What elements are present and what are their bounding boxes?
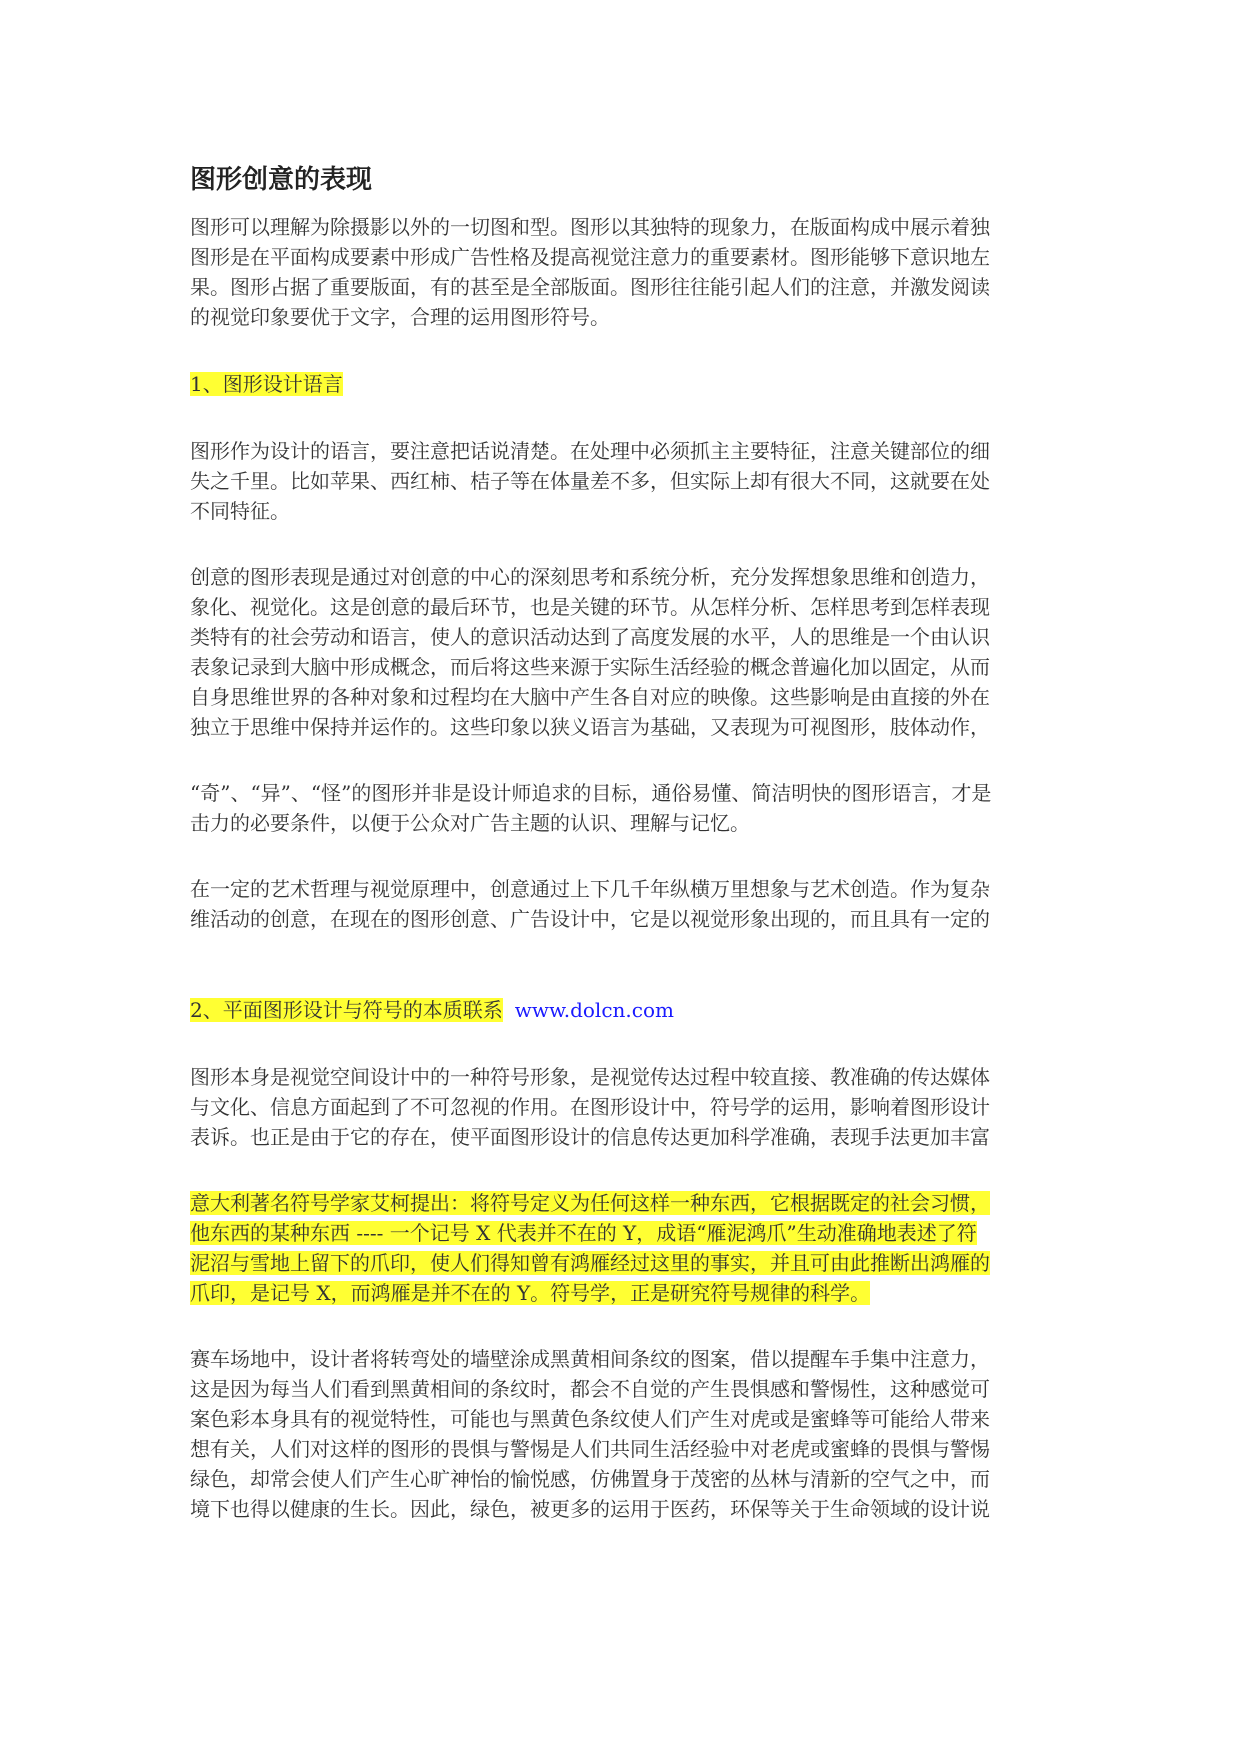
paragraph-line: 图形可以理解为除摄影以外的一切图和型。图形以其独特的现象力，在版面构成中展示着独 — [190, 215, 990, 239]
section1-heading-row — [190, 368, 1060, 400]
section2-heading-row — [190, 994, 1060, 1026]
paragraph-line: 绿色，却常会使人们产生心旷神怡的愉悦感，仿佛置身于茂密的丛林与清新的空气之中，而 — [190, 1467, 990, 1491]
paragraph-line: 失之千里。比如苹果、西红柿、桔子等在体量差不多，但实际上却有很大不同，这就要在处 — [190, 469, 990, 493]
highlighted-line: 意大利著名符号学家艾柯提出：将符号定义为任何这样一种东西，它根据既定的社会习惯， — [190, 1191, 990, 1215]
paragraph-line: 表诉。也正是由于它的存在，使平面图形设计的信息传达更加科学准确，表现手法更加丰富 — [190, 1125, 990, 1149]
highlighted-line: 泥沼与雪地上留下的爪印，使人们得知曾有鸿雁经过这里的事实，并且可由此推断出鸿雁的 — [190, 1251, 990, 1275]
paragraph-line: 案色彩本身具有的视觉特性，可能也与黑黄色条纹使人们产生对虎或是蜜蜂等可能给人带来 — [190, 1407, 990, 1431]
paragraph-line: 独立于思维中保持并运作的。这些印象以狭义语言为基础，又表现为可视图形，肢体动作， — [190, 715, 990, 739]
paragraph-line: 类特有的社会劳动和语言，使人的意识活动达到了高度发展的水平，人的思维是一个由认识 — [190, 625, 990, 649]
section1-paragraph-1 — [190, 436, 1060, 526]
paragraph-line: 在一定的艺术哲理与视觉原理中，创意通过上下几千年纵横万里想象与艺术创造。作为复杂 — [190, 877, 990, 901]
paragraph-line: 自身思维世界的各种对象和过程均在大脑中产生各自对应的映像。这些影响是由直接的外在 — [190, 685, 990, 709]
section2-highlighted-paragraph — [190, 1188, 1060, 1308]
paragraph-line: 与文化、信息方面起到了不可忽视的作用。在图形设计中，符号学的运用，影响着图形设计 — [190, 1095, 990, 1119]
paragraph-line: 赛车场地中，设计者将转弯处的墙壁涂成黑黄相间条纹的图案，借以提醒车手集中注意力， — [190, 1347, 990, 1371]
section2-paragraph-3 — [190, 1344, 1060, 1524]
section2-heading: 2、平面图形设计与符号的本质联系 — [190, 998, 503, 1022]
paragraph-line: 击力的必要条件，以便于公众对广告主题的认识、理解与记忆。 — [190, 811, 750, 835]
paragraph-line: “奇”、“异”、“怪”的图形并非是设计师追求的目标，通俗易懂、简洁明快的图形语言，才是 — [190, 781, 992, 805]
paragraph-line: 图形本身是视觉空间设计中的一种符号形象，是视觉传达过程中较直接、教准确的传达媒体 — [190, 1065, 990, 1089]
paragraph-line: 不同特征。 — [190, 499, 290, 523]
paragraph-line: 境下也得以健康的生长。因此，绿色，被更多的运用于医药，环保等关于生命领域的设计说 — [190, 1497, 990, 1521]
site-link[interactable]: www.dolcn.com — [514, 998, 674, 1022]
section2-paragraph-1 — [190, 1062, 1060, 1152]
paragraph-line: 维活动的创意，在现在的图形创意、广告设计中，它是以视觉形象出现的，而且具有一定的 — [190, 907, 990, 931]
document-page — [190, 160, 1060, 1720]
document-title: 图形创意的表现 — [190, 165, 373, 195]
section1-paragraph-2 — [190, 562, 1060, 742]
paragraph-line: 表象记录到大脑中形成概念，而后将这些来源于实际生活经验的概念普遍化加以固定，从而 — [190, 655, 990, 679]
paragraph-line: 图形作为设计的语言，要注意把话说清楚。在处理中必须抓主主要特征，注意关键部位的细 — [190, 439, 990, 463]
section1-heading: 1、图形设计语言 — [190, 372, 343, 396]
intro-paragraph — [190, 212, 1060, 332]
paragraph-line: 图形是在平面构成要素中形成广告性格及提高视觉注意力的重要素材。图形能够下意识地左 — [190, 245, 990, 269]
paragraph-line: 的视觉印象要优于文字，合理的运用图形符号。 — [190, 305, 610, 329]
section1-paragraph-4 — [190, 874, 1060, 934]
highlighted-line: 爪印，是记号 X，而鸿雁是并不在的 Y。符号学，正是研究符号规律的科学。 — [190, 1281, 871, 1305]
paragraph-line: 象化、视觉化。这是创意的最后环节，也是关键的环节。从怎样分析、怎样思考到怎样表现 — [190, 595, 990, 619]
paragraph-line: 这是因为每当人们看到黑黄相间的条纹时，都会不自觉的产生畏惧感和警惕性，这种感觉可 — [190, 1377, 990, 1401]
paragraph-line: 果。图形占据了重要版面，有的甚至是全部版面。图形往往能引起人们的注意，并激发阅读 — [190, 275, 990, 299]
paragraph-line: 创意的图形表现是通过对创意的中心的深刻思考和系统分析，充分发挥想象思维和创造力， — [190, 565, 990, 589]
paragraph-line: 想有关，人们对这样的图形的畏惧与警惕是人们共同生活经验中对老虎或蜜蜂的畏惧与警惕 — [190, 1437, 990, 1461]
section1-paragraph-3 — [190, 778, 1060, 838]
highlighted-line: 他东西的某种东西 ---- 一个记号 X 代表并不在的 Y，成语“雁泥鸿爪”生动准确地表述了符 — [190, 1221, 977, 1245]
